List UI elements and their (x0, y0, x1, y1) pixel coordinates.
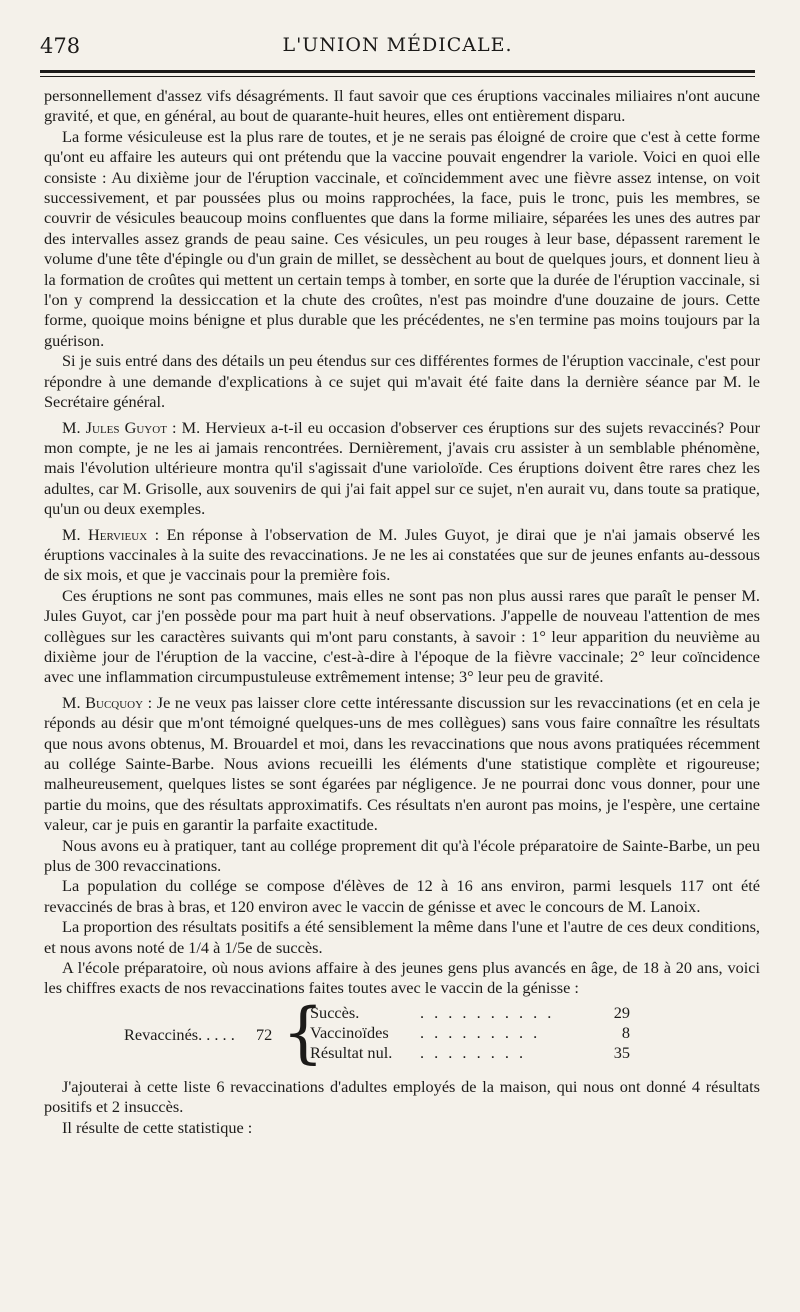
table-left-label: Revaccinés. . . . . (124, 1024, 235, 1044)
paragraph-2: La forme vésiculeuse est la plus rare de toutes, et je ne serais pas éloigné de croire que c'est à cette forme qu'ont eu affaire les auteurs qui ont prétendu que la vaccine pouvait engendrer la variole. Voici en quoi elle consiste : Au dixième jour de l'éruption vaccinale, et coïncidemment avec une fièvre assez intense, on voit successivement, et par poussées plus ou moins rapprochées, la face, puis le tronc, puis les membres, se couvrir de vésicules beaucoup moins confluentes que dans la forme miliaire, séparées les unes des autres par des intervalles assez grands de peau saine. Ces vésicules, un peu rouges à leur base, dépassent rarement le volume d'une tête d'épingle ou d'un grain de millet, se dessèchent au bout de quelques jours, et donnent lieu à la formation de croûtes qui mettent un certain temps à tomber, en sorte que la durée de l'éruption vaccinale, si l'on y comprend la dessiccation et la chute des croûtes, n'est pas moindre d'une douzaine de jours. Cette forme, quoique moins bénigne et plus durable que les précédentes, ne s'en termine pas moins toujours par la guérison. (44, 126, 760, 350)
paragraph-10: La proportion des résultats positifs a été sensiblement la même dans l'une et l'autre de ces deux conditions, et nous avons noté de 1/4 à 1/5e de succès. (44, 917, 760, 957)
table-total: 72 (256, 1024, 273, 1044)
table-row (310, 1003, 630, 1023)
paragraph-3: Si je suis entré dans des détails un peu étendus sur ces différentes formes de l'éruption vaccinale, c'est pour répondre à une demande d'explications à ce sujet qui m'avait été faite dans la dernière séance par M. le Secrétaire général. (44, 351, 760, 412)
table-row (310, 1023, 630, 1043)
speaker-hervieux: M. Hervieux (62, 524, 148, 544)
paragraph-7-text: : Je ne veux pas laisser clore cette intéressante discussion sur les revaccinations (et en cela je réponds au désir que m'ont témoigné quelques-uns de mes collègues) sans vous faire connaître les résultats que nous avons obtenus, M. Brouardel et moi, dans les revaccinations que nous avons pratiquées récemment au collége Sainte-Barbe. Nous avions recueilli les éléments d'une statistique complète et rigoureuse; malheureusement, quelques listes se sont égarées par négligence. Je ne pourrai donc vous donner, pour une partie du moins, que des résultats approximatifs. Ces résultats n'en auront pas moins, je l'espère, une certaine valeur, car je puis en garantir la parfaite exactitude. (44, 692, 760, 835)
paragraph-5 (44, 525, 760, 586)
speaker-bucquoy: M. Bucquoy (62, 692, 144, 712)
header-rule (40, 70, 755, 73)
paragraph-7 (44, 693, 760, 836)
paragraph-9: La population du collége se compose d'élèves de 12 à 16 ans environ, parmi lesquels 117 ont été revaccinés de bras à bras, et 120 environ avec le vaccin de génisse et avec le concours de M. Lanoix. (44, 876, 760, 916)
header-rule-thin (40, 76, 755, 77)
table-row (310, 1043, 630, 1063)
row-label: Succès. (310, 1002, 360, 1022)
revaccination-table (44, 993, 760, 1073)
brace-icon: { (282, 993, 324, 1071)
body-text (44, 86, 760, 1138)
paragraph-4-text: : M. Hervieux a-t-il eu occasion d'observer ces éruptions sur des sujets revaccinés? Pour mon compte, je ne les ai jamais rencontrées. Dernièrement, j'avais cru assister à un semblable phénomène, mais l'évolution ultérieure montra qu'il s'agissait d'une varioloïde. Ces éruptions doivent être rares chez les adultes, car M. Grisolle, aux souvenirs de qui j'ai fait appel sur ce sujet, n'en aurait vu, dans toute sa pratique, qu'un ou deux exemples. (44, 417, 760, 519)
paragraph-8: Nous avons eu à pratiquer, tant au collége proprement dit qu'à l'école préparatoire de Sainte-Barbe, un peu plus de 300 revaccinations. (44, 835, 760, 876)
row-value: 35 (613, 1042, 630, 1062)
paragraph-11: A l'école préparatoire, où nous avions affaire à des jeunes gens plus avancés en âge, de 18 à 20 ans, voici les chiffres exacts de nos revaccinations faites toutes avec le vaccin de la génisse : (44, 958, 760, 998)
table-rows (310, 1003, 630, 1063)
paragraph-12: J'ajouterai à cette liste 6 revaccinations d'adultes employés de la maison, qui nous ont donné 4 résultats positifs et 2 insuccès. (44, 1076, 760, 1117)
paragraph-1: personnellement d'assez vifs désagréments. Il faut savoir que ces éruptions vaccinales miliaires n'ont aucune gravité, et que, en général, au bout de quarante-huit heures, elles ont entièrement disparu. (44, 86, 760, 126)
row-label: Vaccinoïdes (310, 1022, 389, 1042)
paragraph-5-text: : En réponse à l'observation de M. Jules Guyot, je dirai que je n'ai jamais observé les éruptions vaccinales à la suite des revaccinations. Je ne les ai constatées que sur de jeunes enfants au-dessous de six mois, et que je vaccinais pour la première fois. (44, 524, 760, 585)
row-leader: . . . . . . . . . (420, 1022, 541, 1042)
speaker-guyot: M. Jules Guyot (62, 417, 167, 437)
row-label: Résultat nul. (310, 1042, 393, 1062)
page-header (40, 34, 755, 64)
running-title: L'UNION MÉDICALE. (282, 34, 513, 56)
row-leader: . . . . . . . . (420, 1042, 527, 1062)
row-value: 8 (621, 1022, 630, 1042)
paragraph-13: Il résulte de cette statistique : (62, 1117, 253, 1137)
row-leader: . . . . . . . . . . (420, 1002, 555, 1022)
paragraph-4 (44, 418, 760, 520)
page-number: 478 (40, 34, 81, 58)
paragraph-6: Ces éruptions ne sont pas communes, mais elles ne sont pas non plus aussi rares que paraît le penser M. Jules Guyot, car j'en possède pour ma part huit à neuf observations. J'appelle de nouveau l'attention de mes collègues sur les caractères suivants qui m'ont paru constants, à savoir : 1° leur apparition du neuvième au dixième jour de l'éruption de la vaccine, c'est-à-dire à l'époque de la fièvre vaccinale; 2° leur coïncidence avec une inflammation circumpustuleuse extrêmement intense; 3° leur peu de gravité. (44, 585, 760, 687)
row-value: 29 (613, 1002, 630, 1022)
